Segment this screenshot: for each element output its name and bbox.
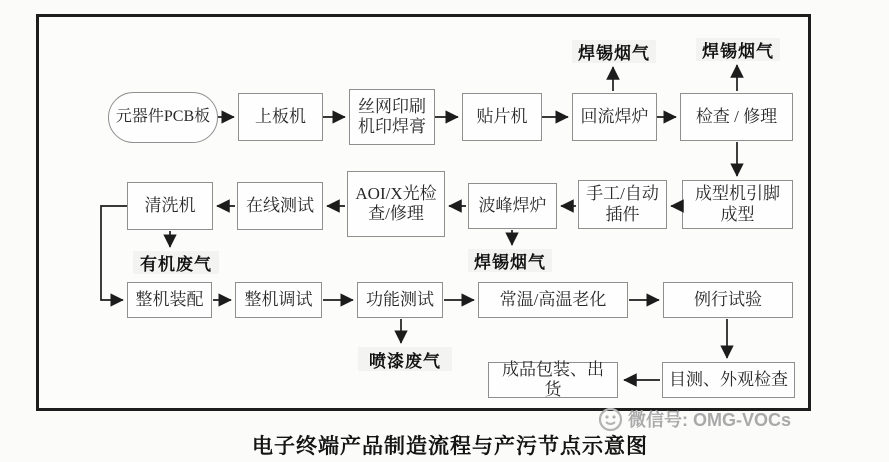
node-final-assembly: 整机装配 xyxy=(127,282,212,318)
emission-paint-waste-gas: 喷漆废气 xyxy=(358,347,452,371)
node-cleaner: 清洗机 xyxy=(127,182,213,230)
emission-solder-fume-inspect: 焊锡烟气 xyxy=(696,38,780,61)
smiley-icon xyxy=(598,407,623,432)
node-lead-forming: 成型机引脚成型 xyxy=(682,180,793,229)
watermark-text: 微信号: OMG-VOCs xyxy=(628,410,792,430)
diagram-caption: 电子终端产品制造流程与产污节点示意图 xyxy=(252,435,648,458)
node-visual-inspect: 目测、外观检查 xyxy=(662,362,795,398)
emission-organic-waste-gas: 有机废气 xyxy=(133,251,219,274)
node-online-test: 在线测试 xyxy=(237,182,323,230)
node-routine-test: 例行试验 xyxy=(663,282,793,318)
node-pick-place: 贴片机 xyxy=(462,93,542,141)
node-manual-auto-insert: 手工/自动插件 xyxy=(578,180,667,229)
node-component-pcb: 元器件PCB板 xyxy=(108,92,218,143)
node-reflow-oven: 回流焊炉 xyxy=(572,93,657,141)
emission-solder-fume-wave: 焊锡烟气 xyxy=(468,249,552,272)
node-board-loader: 上板机 xyxy=(238,93,323,141)
node-aoi-xray-repair: AOI/X光检查/修理 xyxy=(347,171,445,237)
node-aging-test: 常温/高温老化 xyxy=(478,282,628,318)
node-inspect-repair: 检查 / 修理 xyxy=(680,93,793,141)
node-final-debug: 整机调试 xyxy=(235,282,322,318)
watermark xyxy=(598,406,791,432)
node-function-test: 功能测试 xyxy=(357,282,443,318)
node-screen-print: 丝网印刷机印焊膏 xyxy=(349,89,435,145)
node-pack-ship: 成品包装、出货 xyxy=(488,362,618,398)
node-wave-solder: 波峰焊炉 xyxy=(468,183,557,229)
emission-solder-fume-reflow: 焊锡烟气 xyxy=(572,40,656,63)
